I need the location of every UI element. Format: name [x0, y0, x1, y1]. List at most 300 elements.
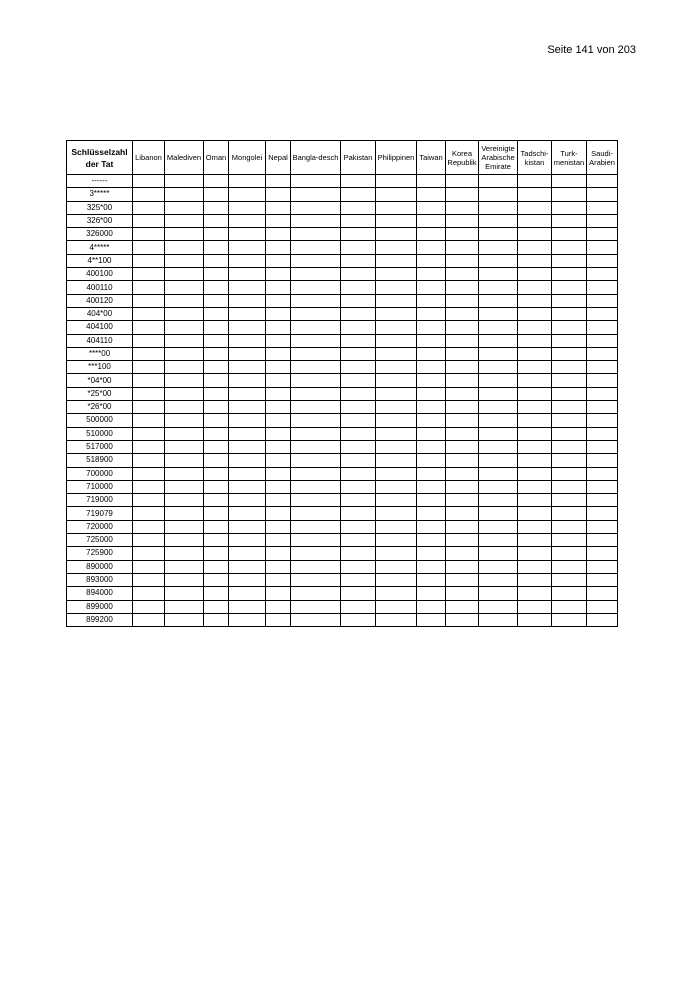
offense-key-cell: 400110 [67, 281, 133, 294]
empty-cell [552, 254, 587, 267]
empty-cell [133, 414, 165, 427]
empty-cell [417, 401, 446, 414]
empty-cell [165, 361, 204, 374]
table-row [67, 507, 618, 520]
empty-cell [376, 214, 417, 227]
empty-cell [165, 401, 204, 414]
empty-cell [587, 494, 618, 507]
empty-cell [229, 321, 266, 334]
empty-cell [291, 294, 341, 307]
empty-cell [518, 587, 552, 600]
empty-cell [376, 281, 417, 294]
empty-cell [204, 281, 229, 294]
empty-cell [165, 520, 204, 533]
empty-cell [376, 254, 417, 267]
empty-cell [479, 334, 518, 347]
empty-cell [165, 414, 204, 427]
empty-cell [266, 587, 291, 600]
empty-cell [479, 281, 518, 294]
empty-cell [266, 214, 291, 227]
empty-cell [266, 427, 291, 440]
empty-cell [291, 587, 341, 600]
empty-cell [133, 507, 165, 520]
key-header-line: Schlüsselzahl [71, 146, 128, 157]
empty-cell [479, 454, 518, 467]
empty-cell [165, 600, 204, 613]
empty-cell [133, 241, 165, 254]
empty-cell [518, 307, 552, 320]
empty-cell [341, 387, 376, 400]
offense-key-cell: 326000 [67, 228, 133, 241]
empty-cell [341, 401, 376, 414]
empty-cell [266, 294, 291, 307]
empty-cell [518, 573, 552, 586]
empty-cell [552, 454, 587, 467]
empty-cell [165, 560, 204, 573]
empty-cell [266, 188, 291, 201]
empty-cell [552, 201, 587, 214]
table-row [67, 281, 618, 294]
empty-cell [417, 427, 446, 440]
empty-cell [518, 241, 552, 254]
empty-cell [341, 613, 376, 626]
empty-cell [291, 507, 341, 520]
empty-cell [291, 374, 341, 387]
empty-cell [446, 573, 479, 586]
empty-cell [291, 254, 341, 267]
empty-cell [229, 573, 266, 586]
empty-cell [266, 307, 291, 320]
table-row [67, 214, 618, 227]
empty-cell [446, 440, 479, 453]
empty-cell [518, 254, 552, 267]
empty-cell [376, 414, 417, 427]
empty-cell [518, 361, 552, 374]
offense-key-cell: *26*00 [67, 401, 133, 414]
country-header-line: Libanon [135, 153, 162, 162]
empty-cell [587, 547, 618, 560]
empty-cell [376, 534, 417, 547]
empty-cell [587, 520, 618, 533]
empty-cell [291, 440, 341, 453]
empty-cell [552, 228, 587, 241]
empty-cell [291, 188, 341, 201]
empty-cell [376, 374, 417, 387]
empty-cell [133, 268, 165, 281]
empty-cell [204, 454, 229, 467]
empty-cell [341, 467, 376, 480]
empty-cell [341, 374, 376, 387]
empty-cell [229, 334, 266, 347]
empty-cell [518, 347, 552, 360]
empty-cell [376, 188, 417, 201]
table-header-row [67, 141, 618, 175]
empty-cell [229, 307, 266, 320]
empty-cell [417, 507, 446, 520]
empty-cell [587, 347, 618, 360]
empty-cell [587, 201, 618, 214]
empty-cell [376, 507, 417, 520]
empty-cell [291, 534, 341, 547]
empty-cell [518, 214, 552, 227]
country-header-line: menistan [553, 157, 585, 167]
empty-cell [204, 228, 229, 241]
empty-cell [291, 175, 341, 188]
empty-cell [376, 387, 417, 400]
empty-cell [587, 361, 618, 374]
empty-cell [376, 573, 417, 586]
empty-cell [446, 467, 479, 480]
table-row [67, 414, 618, 427]
empty-cell [446, 334, 479, 347]
empty-cell [587, 534, 618, 547]
empty-cell [479, 414, 518, 427]
table-row [67, 334, 618, 347]
empty-cell [479, 534, 518, 547]
empty-cell [133, 467, 165, 480]
empty-cell [446, 587, 479, 600]
empty-cell [229, 560, 266, 573]
empty-cell [165, 268, 204, 281]
empty-cell [165, 241, 204, 254]
empty-cell [376, 294, 417, 307]
empty-cell [341, 361, 376, 374]
empty-cell [341, 228, 376, 241]
country-column-header [266, 141, 291, 175]
empty-cell [376, 480, 417, 493]
country-header-line: Arabien [589, 157, 615, 167]
empty-cell [446, 347, 479, 360]
empty-cell [446, 294, 479, 307]
offense-key-cell: 893000 [67, 573, 133, 586]
empty-cell [165, 347, 204, 360]
empty-cell [341, 427, 376, 440]
table-row [67, 294, 618, 307]
empty-cell [376, 268, 417, 281]
table-row [67, 401, 618, 414]
empty-cell [417, 361, 446, 374]
empty-cell [446, 520, 479, 533]
table-row [67, 201, 618, 214]
empty-cell [229, 281, 266, 294]
empty-cell [552, 494, 587, 507]
empty-cell [341, 201, 376, 214]
empty-cell [376, 307, 417, 320]
empty-cell [266, 440, 291, 453]
offense-key-cell: 725900 [67, 547, 133, 560]
empty-cell [204, 254, 229, 267]
country-header-line: Pakistan [343, 153, 373, 162]
empty-cell [266, 613, 291, 626]
offense-key-cell: 899200 [67, 613, 133, 626]
empty-cell [417, 494, 446, 507]
offense-key-cell: 720000 [67, 520, 133, 533]
table-row [67, 347, 618, 360]
empty-cell [552, 374, 587, 387]
empty-cell [479, 613, 518, 626]
empty-cell [417, 254, 446, 267]
offense-key-cell: 890000 [67, 560, 133, 573]
empty-cell [229, 175, 266, 188]
empty-cell [552, 560, 587, 573]
offense-key-cell: 404100 [67, 321, 133, 334]
empty-cell [552, 467, 587, 480]
empty-cell [479, 467, 518, 480]
offense-key-cell: 4***** [67, 241, 133, 254]
empty-cell [204, 573, 229, 586]
empty-cell [165, 334, 204, 347]
empty-cell [229, 600, 266, 613]
empty-cell [446, 387, 479, 400]
empty-cell [376, 427, 417, 440]
empty-cell [552, 214, 587, 227]
empty-cell [204, 268, 229, 281]
empty-cell [417, 175, 446, 188]
empty-cell [133, 547, 165, 560]
empty-cell [266, 414, 291, 427]
empty-cell [479, 401, 518, 414]
empty-cell [291, 307, 341, 320]
empty-cell [165, 201, 204, 214]
country-column-header [587, 141, 618, 175]
empty-cell [165, 467, 204, 480]
empty-cell [446, 414, 479, 427]
empty-cell [376, 454, 417, 467]
empty-cell [165, 534, 204, 547]
empty-cell [446, 254, 479, 267]
empty-cell [291, 613, 341, 626]
empty-cell [417, 587, 446, 600]
table-row [67, 613, 618, 626]
empty-cell [376, 587, 417, 600]
empty-cell [266, 600, 291, 613]
empty-cell [133, 454, 165, 467]
empty-cell [165, 387, 204, 400]
empty-cell [291, 427, 341, 440]
empty-cell [587, 374, 618, 387]
empty-cell [479, 600, 518, 613]
empty-cell [479, 573, 518, 586]
empty-cell [587, 214, 618, 227]
empty-cell [291, 228, 341, 241]
empty-cell [552, 281, 587, 294]
country-column-header [291, 141, 341, 175]
empty-cell [518, 401, 552, 414]
empty-cell [552, 347, 587, 360]
table-row [67, 480, 618, 493]
empty-cell [446, 361, 479, 374]
empty-cell [291, 334, 341, 347]
empty-cell [266, 454, 291, 467]
empty-cell [552, 401, 587, 414]
empty-cell [518, 467, 552, 480]
table-row [67, 534, 618, 547]
empty-cell [376, 228, 417, 241]
empty-cell [266, 494, 291, 507]
empty-cell [204, 214, 229, 227]
empty-cell [552, 321, 587, 334]
empty-cell [446, 480, 479, 493]
empty-cell [552, 613, 587, 626]
empty-cell [266, 268, 291, 281]
empty-cell [479, 254, 518, 267]
empty-cell [229, 387, 266, 400]
offense-key-cell: ***100 [67, 361, 133, 374]
empty-cell [266, 467, 291, 480]
table-body [67, 175, 618, 627]
offense-key-cell: *25*00 [67, 387, 133, 400]
empty-cell [165, 494, 204, 507]
empty-cell [341, 241, 376, 254]
empty-cell [587, 254, 618, 267]
empty-cell [165, 214, 204, 227]
empty-cell [133, 494, 165, 507]
empty-cell [417, 334, 446, 347]
empty-cell [417, 547, 446, 560]
empty-cell [417, 281, 446, 294]
empty-cell [291, 214, 341, 227]
empty-cell [518, 321, 552, 334]
empty-cell [133, 281, 165, 294]
country-column-header [417, 141, 446, 175]
empty-cell [204, 520, 229, 533]
empty-cell [266, 387, 291, 400]
empty-cell [479, 241, 518, 254]
empty-cell [417, 520, 446, 533]
empty-cell [587, 268, 618, 281]
empty-cell [587, 467, 618, 480]
empty-cell [341, 268, 376, 281]
empty-cell [204, 547, 229, 560]
empty-cell [204, 494, 229, 507]
empty-cell [204, 241, 229, 254]
empty-cell [587, 560, 618, 573]
empty-cell [552, 573, 587, 586]
empty-cell [446, 281, 479, 294]
empty-cell [446, 241, 479, 254]
empty-cell [229, 480, 266, 493]
country-header-line: Arabische [481, 153, 515, 162]
empty-cell [479, 347, 518, 360]
empty-cell [587, 427, 618, 440]
empty-cell [229, 427, 266, 440]
empty-cell [552, 547, 587, 560]
empty-cell [518, 201, 552, 214]
empty-cell [446, 494, 479, 507]
empty-cell [587, 387, 618, 400]
empty-cell [446, 427, 479, 440]
empty-cell [587, 454, 618, 467]
offense-key-cell: 510000 [67, 427, 133, 440]
empty-cell [552, 534, 587, 547]
offense-key-cell: 700000 [67, 467, 133, 480]
empty-cell [266, 401, 291, 414]
table-row [67, 268, 618, 281]
empty-cell [229, 361, 266, 374]
empty-cell [552, 175, 587, 188]
empty-cell [165, 188, 204, 201]
empty-cell [552, 241, 587, 254]
empty-cell [341, 321, 376, 334]
empty-cell [417, 214, 446, 227]
empty-cell [229, 268, 266, 281]
country-column-header [479, 141, 518, 175]
empty-cell [133, 440, 165, 453]
empty-cell [165, 427, 204, 440]
empty-cell [291, 387, 341, 400]
empty-cell [518, 547, 552, 560]
empty-cell [587, 175, 618, 188]
empty-cell [376, 467, 417, 480]
offense-key-cell: 899000 [67, 600, 133, 613]
country-header-line: Oman [205, 153, 227, 162]
offense-key-cell: 517000 [67, 440, 133, 453]
empty-cell [518, 427, 552, 440]
empty-cell [587, 613, 618, 626]
country-column-header [133, 141, 165, 175]
empty-cell [446, 175, 479, 188]
country-header-line: Emirate [485, 162, 511, 171]
empty-cell [291, 281, 341, 294]
empty-cell [204, 427, 229, 440]
empty-cell [133, 175, 165, 188]
table-row [67, 600, 618, 613]
empty-cell [133, 188, 165, 201]
empty-cell [376, 241, 417, 254]
empty-cell [587, 188, 618, 201]
offense-key-cell: 719079 [67, 507, 133, 520]
empty-cell [518, 600, 552, 613]
table-row [67, 361, 618, 374]
empty-cell [204, 467, 229, 480]
empty-cell [204, 560, 229, 573]
country-header-line: Nepal [268, 153, 288, 162]
empty-cell [341, 175, 376, 188]
empty-cell [446, 454, 479, 467]
empty-cell [266, 321, 291, 334]
empty-cell [341, 334, 376, 347]
empty-cell [266, 334, 291, 347]
empty-cell [291, 600, 341, 613]
empty-cell [446, 268, 479, 281]
empty-cell [479, 507, 518, 520]
empty-cell [376, 613, 417, 626]
empty-cell [165, 307, 204, 320]
empty-cell [291, 401, 341, 414]
empty-cell [291, 573, 341, 586]
empty-cell [417, 228, 446, 241]
country-column-header [341, 141, 376, 175]
empty-cell [291, 414, 341, 427]
empty-cell [266, 201, 291, 214]
offense-key-cell: 518900 [67, 454, 133, 467]
empty-cell [229, 494, 266, 507]
empty-cell [417, 480, 446, 493]
empty-cell [417, 560, 446, 573]
country-column-header [446, 141, 479, 175]
empty-cell [165, 454, 204, 467]
empty-cell [417, 307, 446, 320]
empty-cell [518, 560, 552, 573]
empty-cell [133, 534, 165, 547]
empty-cell [376, 520, 417, 533]
empty-cell [376, 321, 417, 334]
empty-cell [204, 401, 229, 414]
offense-key-cell: 500000 [67, 414, 133, 427]
empty-cell [446, 188, 479, 201]
empty-cell [518, 374, 552, 387]
empty-cell [229, 214, 266, 227]
